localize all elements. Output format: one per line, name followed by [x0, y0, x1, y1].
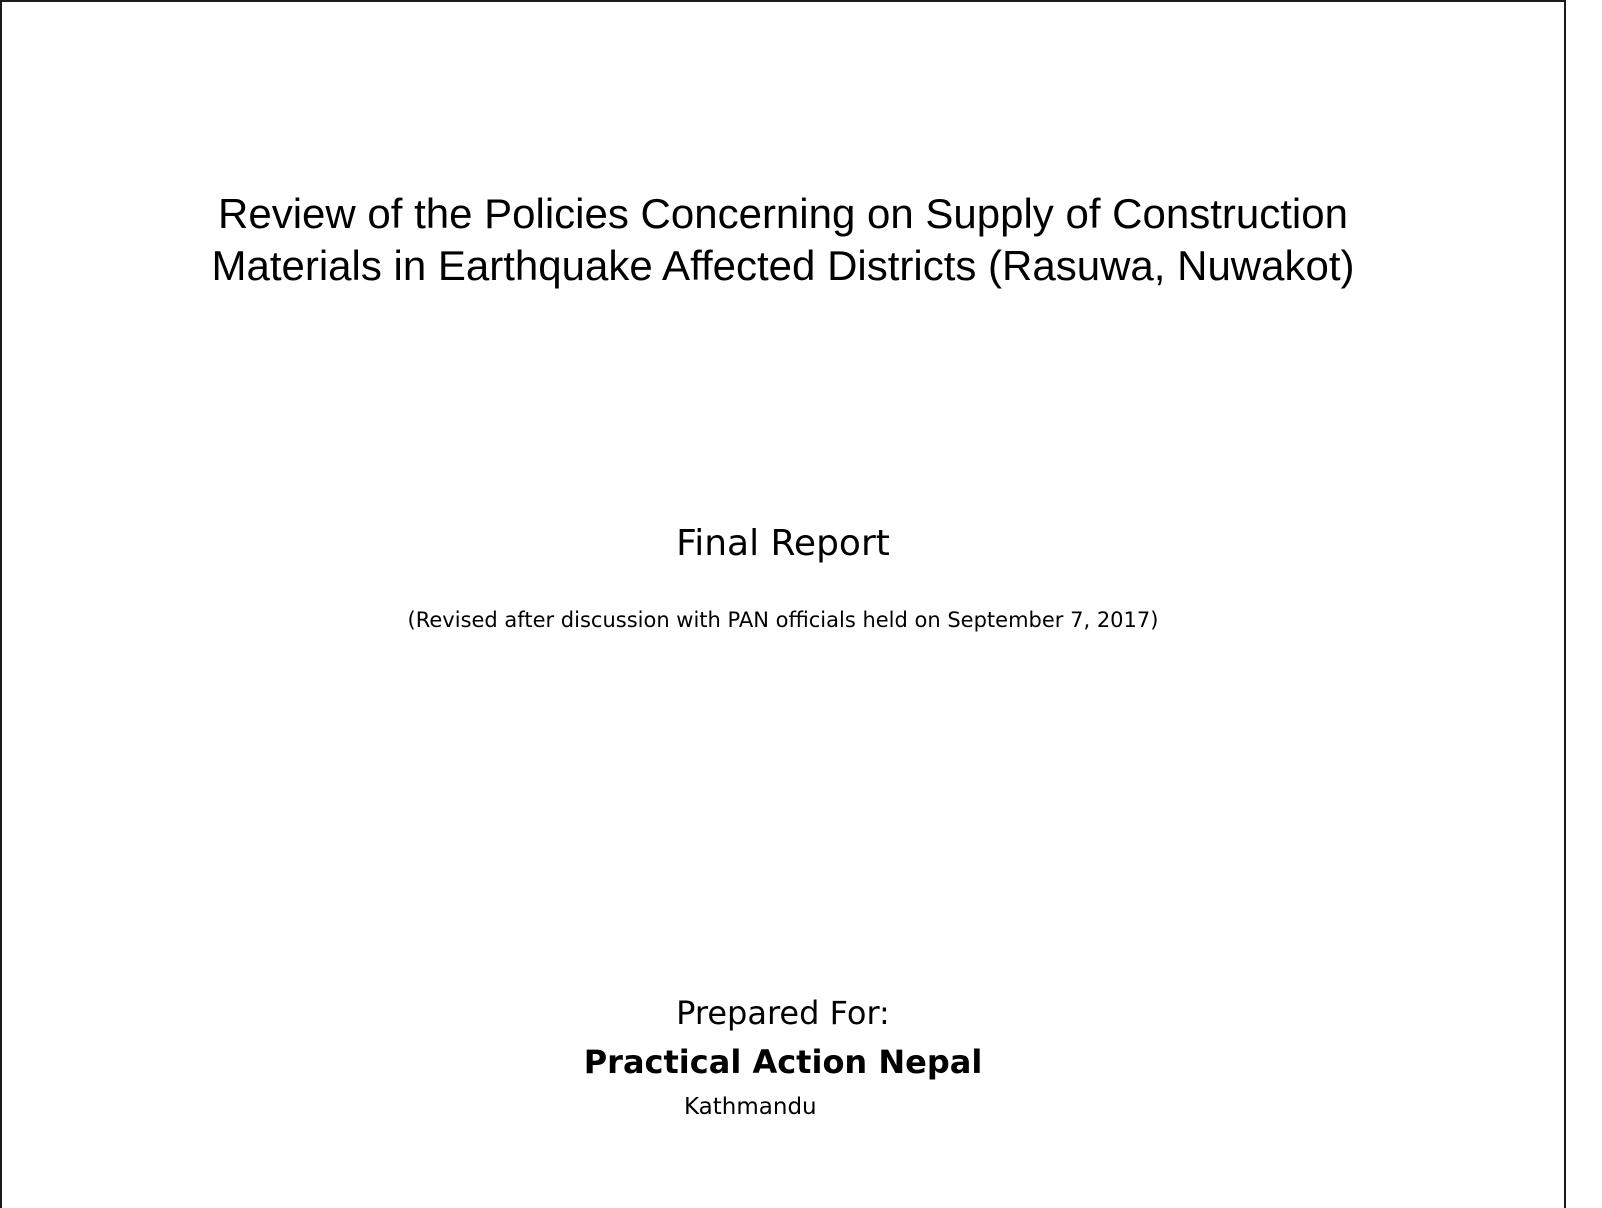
revision-note: (Revised after discussion with PAN officials held on September 7, 2017)	[407, 608, 1159, 632]
prepared-for-label: Prepared For:	[676, 994, 890, 1032]
client-location: Kathmandu	[684, 1094, 817, 1120]
document-title	[2, 188, 1564, 292]
client-name: Practical Action Nepal	[583, 1043, 983, 1081]
document-title-line-2: Materials in Earthquake Affected Districts (Rasuwa, Nuwakot)	[211, 242, 1355, 289]
report-type-heading: Final Report	[676, 523, 890, 564]
document-title-line-1: Review of the Policies Concerning on Supply of Construction	[218, 190, 1348, 237]
